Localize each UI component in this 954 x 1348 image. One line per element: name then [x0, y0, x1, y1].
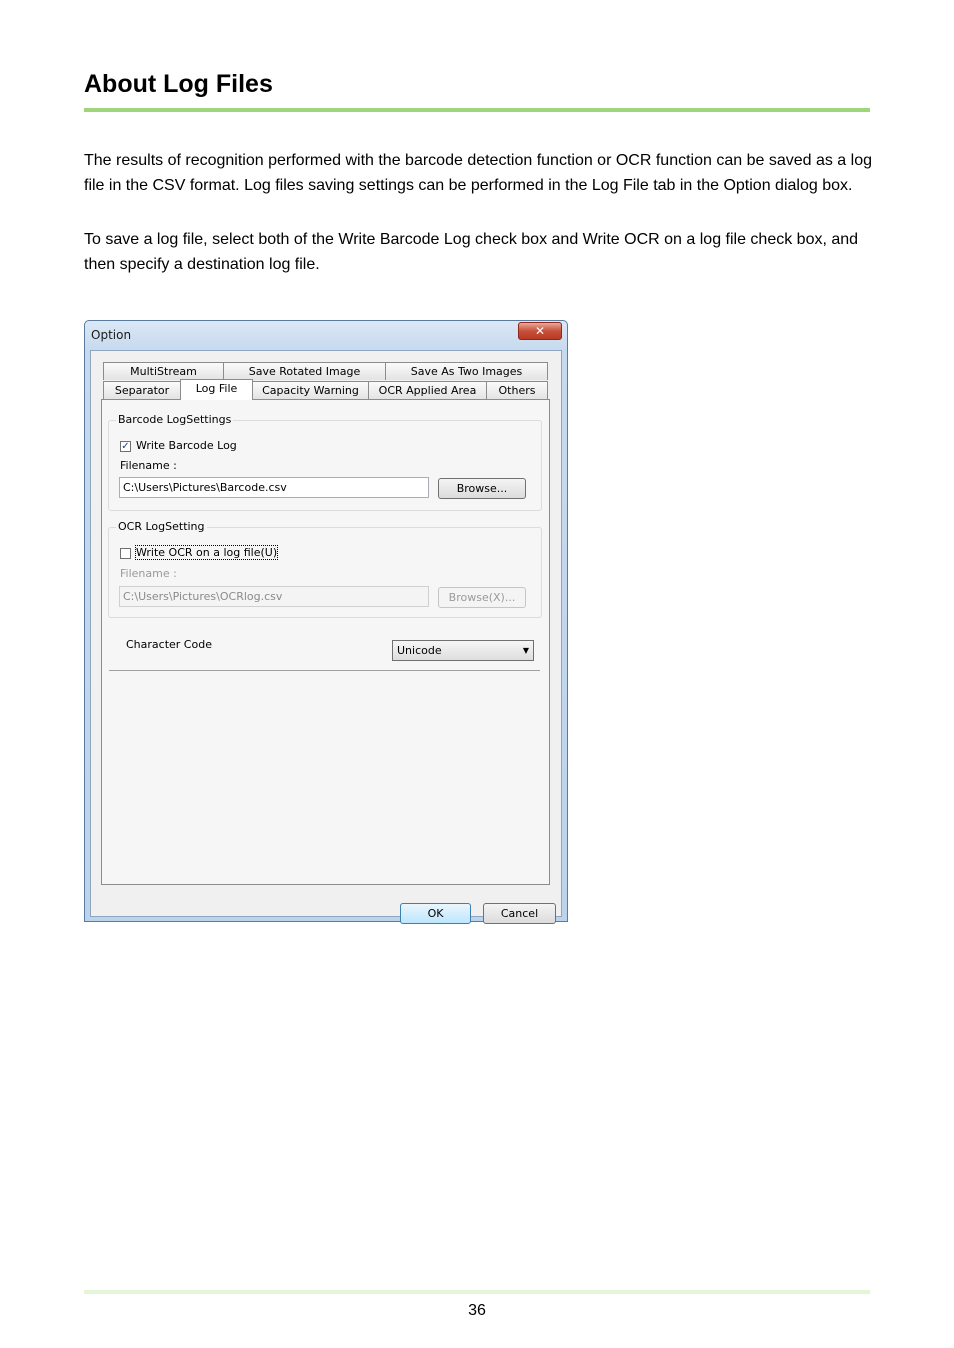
tab-save-as-two-images[interactable]: Save As Two Images	[385, 362, 548, 380]
character-code-label: Character Code	[126, 638, 212, 651]
character-code-value: Unicode	[397, 644, 442, 657]
dialog-title: Option	[91, 328, 132, 342]
ocr-group-legend: OCR LogSetting	[118, 520, 205, 533]
tab-separator[interactable]: Separator	[103, 381, 181, 399]
tab-save-rotated-image[interactable]: Save Rotated Image	[223, 362, 386, 380]
log-file-panel	[101, 399, 550, 885]
option-dialog	[84, 320, 568, 922]
ok-button[interactable]: OK	[400, 903, 471, 924]
panel-separator	[109, 670, 540, 671]
barcode-filename-label: Filename :	[120, 459, 177, 472]
write-ocr-log-checkbox[interactable]	[120, 548, 131, 559]
page-title: About Log Files	[84, 70, 273, 98]
write-barcode-log-label: Write Barcode Log	[136, 439, 237, 452]
close-button[interactable]: ✕	[518, 322, 562, 340]
footer-rule	[84, 1290, 870, 1294]
write-barcode-log-checkbox[interactable]	[120, 441, 131, 452]
tab-ocr-applied-area[interactable]: OCR Applied Area	[368, 381, 487, 399]
title-rule	[84, 108, 870, 112]
ocr-filename-input[interactable]: C:\Users\Pictures\OCRlog.csv	[119, 586, 429, 607]
tab-log-file[interactable]: Log File	[180, 379, 253, 400]
ocr-browse-button[interactable]: Browse(X)...	[438, 587, 526, 608]
barcode-group-legend: Barcode LogSettings	[118, 413, 232, 426]
checkmark-icon: ✓	[121, 441, 130, 452]
ocr-log-group	[108, 520, 542, 618]
ocr-filename-label: Filename :	[120, 567, 177, 580]
chevron-down-icon: ▼	[522, 646, 529, 655]
tab-others[interactable]: Others	[486, 381, 548, 399]
barcode-browse-button[interactable]: Browse...	[438, 478, 526, 499]
intro-paragraph: The results of recognition performed with the barcode detection function or OCR function can be saved as a log file in the CSV format. Log files saving settings can be performed in the Log File tab in the Option dialog box.	[84, 152, 872, 194]
character-code-select[interactable]	[392, 640, 534, 661]
write-ocr-log-label: Write OCR on a log file(U)	[136, 546, 278, 559]
instruction-paragraph: To save a log file, select both of the Write Barcode Log check box and Write OCR on a log file check box, and then specify a destination log file.	[84, 231, 859, 273]
cancel-button[interactable]: Cancel	[483, 903, 556, 924]
dialog-client-area	[90, 350, 562, 920]
tab-capacity-warning[interactable]: Capacity Warning	[252, 381, 369, 399]
barcode-log-group	[108, 413, 542, 511]
barcode-filename-input[interactable]: C:\Users\Pictures\Barcode.csv	[119, 477, 429, 498]
page-number: 36	[468, 1302, 486, 1319]
tab-multistream[interactable]: MultiStream	[103, 362, 224, 380]
